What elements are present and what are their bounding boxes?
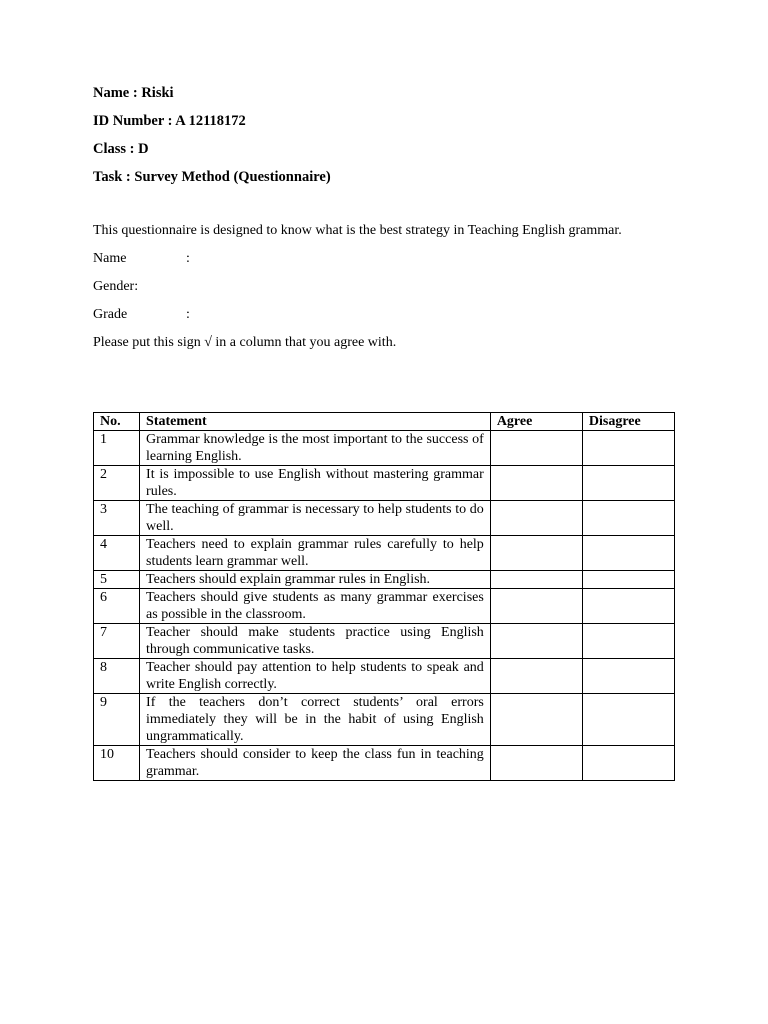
row-number: 4 bbox=[94, 536, 140, 571]
table-row bbox=[94, 624, 675, 659]
disagree-cell[interactable] bbox=[582, 431, 674, 466]
agree-cell[interactable] bbox=[490, 746, 582, 781]
row-statement: Teachers should consider to keep the class fun in teaching grammar. bbox=[140, 746, 491, 781]
instruction-text: Please put this sign √ in a column that you agree with. bbox=[93, 335, 397, 350]
student-id-line: ID Number : A 12118172 bbox=[93, 113, 246, 129]
disagree-cell[interactable] bbox=[582, 571, 674, 589]
disagree-cell[interactable] bbox=[582, 466, 674, 501]
task-line: Task : Survey Method (Questionnaire) bbox=[93, 169, 331, 185]
grade-field bbox=[93, 306, 675, 323]
name-field bbox=[93, 250, 675, 267]
table-row bbox=[94, 589, 675, 624]
row-statement: Teacher should pay attention to help students to speak and write English correctly. bbox=[140, 659, 491, 694]
row-statement: Teachers should give students as many grammar exercises as possible in the classroom. bbox=[140, 589, 491, 624]
table-row bbox=[94, 431, 675, 466]
row-statement: The teaching of grammar is necessary to help students to do well. bbox=[140, 501, 491, 536]
header-no: No. bbox=[94, 413, 140, 431]
survey-table bbox=[93, 412, 675, 781]
row-statement: If the teachers don’t correct students’ oral errors immediately they will be in the habit of using English ungrammatically. bbox=[140, 694, 491, 746]
table-row bbox=[94, 571, 675, 589]
row-statement: Teachers need to explain grammar rules carefully to help students learn grammar well. bbox=[140, 536, 491, 571]
table-row bbox=[94, 694, 675, 746]
row-number: 5 bbox=[94, 571, 140, 589]
grade-field-label: Grade bbox=[93, 307, 128, 322]
row-number: 6 bbox=[94, 589, 140, 624]
gender-field bbox=[93, 278, 675, 295]
agree-cell[interactable] bbox=[490, 501, 582, 536]
agree-cell[interactable] bbox=[490, 466, 582, 501]
agree-cell[interactable] bbox=[490, 624, 582, 659]
row-statement: Teachers should explain grammar rules in English. bbox=[140, 571, 491, 589]
grade-field-colon: : bbox=[186, 307, 190, 322]
student-name-line: Name : Riski bbox=[93, 85, 174, 101]
class-line: Class : D bbox=[93, 141, 149, 157]
row-number: 2 bbox=[94, 466, 140, 501]
disagree-cell[interactable] bbox=[582, 746, 674, 781]
disagree-cell[interactable] bbox=[582, 589, 674, 624]
agree-cell[interactable] bbox=[490, 536, 582, 571]
header-disagree: Disagree bbox=[582, 413, 674, 431]
row-statement: It is impossible to use English without mastering grammar rules. bbox=[140, 466, 491, 501]
agree-cell[interactable] bbox=[490, 431, 582, 466]
row-statement: Teacher should make students practice using English through communicative tasks. bbox=[140, 624, 491, 659]
row-number: 9 bbox=[94, 694, 140, 746]
header-statement: Statement bbox=[140, 413, 491, 431]
table-header-row bbox=[94, 413, 675, 431]
table-row bbox=[94, 659, 675, 694]
table-row bbox=[94, 746, 675, 781]
table-row bbox=[94, 501, 675, 536]
disagree-cell[interactable] bbox=[582, 501, 674, 536]
row-number: 10 bbox=[94, 746, 140, 781]
disagree-cell[interactable] bbox=[582, 536, 674, 571]
row-number: 7 bbox=[94, 624, 140, 659]
header-agree: Agree bbox=[490, 413, 582, 431]
row-statement: Grammar knowledge is the most important to the success of learning English. bbox=[140, 431, 491, 466]
row-number: 3 bbox=[94, 501, 140, 536]
intro-paragraph: This questionnaire is designed to know what is the best strategy in Teaching English grammar. bbox=[93, 223, 622, 238]
agree-cell[interactable] bbox=[490, 694, 582, 746]
disagree-cell[interactable] bbox=[582, 659, 674, 694]
table-row bbox=[94, 466, 675, 501]
agree-cell[interactable] bbox=[490, 589, 582, 624]
agree-cell[interactable] bbox=[490, 571, 582, 589]
agree-cell[interactable] bbox=[490, 659, 582, 694]
name-field-label: Name bbox=[93, 251, 127, 266]
name-field-colon: : bbox=[186, 251, 190, 266]
disagree-cell[interactable] bbox=[582, 694, 674, 746]
row-number: 8 bbox=[94, 659, 140, 694]
table-row bbox=[94, 536, 675, 571]
row-number: 1 bbox=[94, 431, 140, 466]
disagree-cell[interactable] bbox=[582, 624, 674, 659]
gender-field-label: Gender: bbox=[93, 279, 139, 294]
document-page bbox=[93, 84, 675, 351]
